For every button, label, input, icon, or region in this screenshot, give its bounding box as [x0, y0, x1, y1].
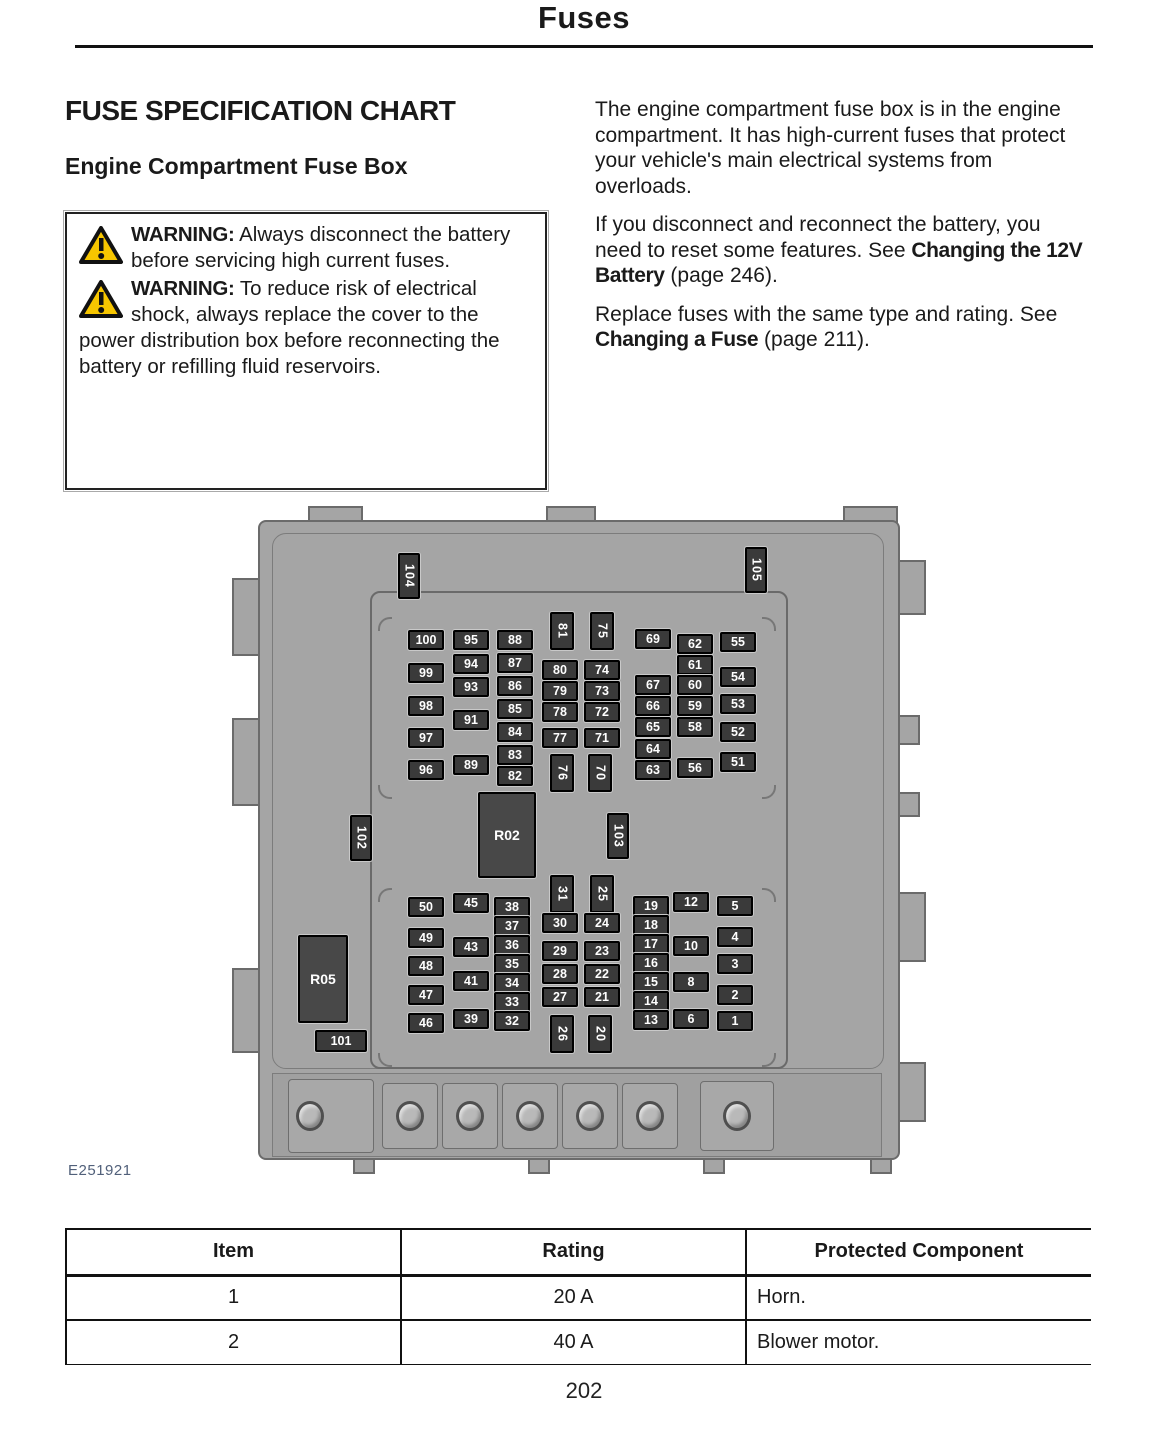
warning-triangle-icon — [79, 226, 123, 264]
fuse-label-24: 24 — [584, 913, 620, 933]
mounting-hole — [576, 1101, 604, 1131]
fuse-label-94: 94 — [453, 654, 489, 674]
fuse-label-18: 18 — [633, 915, 669, 935]
left-column — [65, 95, 547, 180]
fuse-label-75: 75 — [590, 612, 614, 650]
fuse-label-83: 83 — [497, 745, 533, 765]
fuse-label-54: 54 — [720, 667, 756, 687]
component-cell: Blower motor. — [746, 1320, 1091, 1365]
fuse-label-5: 5 — [717, 896, 753, 916]
page-number: 202 — [565, 1378, 603, 1403]
table-header-row — [66, 1229, 1091, 1275]
fuse-label-28: 28 — [542, 964, 578, 984]
fuse-label-51: 51 — [720, 752, 756, 772]
mounting-hole — [516, 1101, 544, 1131]
fuse-label-52: 52 — [720, 722, 756, 742]
fuse-label-23: 23 — [584, 941, 620, 961]
warning-label: WARNING: — [131, 277, 235, 300]
fuse-label-R02: R02 — [478, 792, 536, 878]
fuse-label-20: 20 — [588, 1015, 612, 1053]
connector-tab — [896, 892, 926, 962]
fuse-label-27: 27 — [542, 987, 578, 1007]
fuse-label-22: 22 — [584, 964, 620, 984]
fuse-label-26: 26 — [550, 1015, 574, 1053]
rating-cell: 40 A — [401, 1320, 746, 1365]
fuse-label-70: 70 — [588, 754, 612, 792]
fuse-label-4: 4 — [717, 927, 753, 947]
table-row — [66, 1320, 1091, 1365]
cross-reference: Changing the 12V Battery — [595, 238, 1083, 287]
fuse-label-76: 76 — [550, 754, 574, 792]
fuse-label-72: 72 — [584, 702, 620, 722]
mount-foot — [703, 1158, 725, 1174]
section-heading: FUSE SPECIFICATION CHART — [65, 95, 456, 126]
fuse-label-98: 98 — [408, 696, 444, 716]
fuse-label-96: 96 — [408, 760, 444, 780]
warning-text: To reduce risk of electrical shock, always replace the cover to the power distribution box before reconnecting the battery or refilling fluid reservoirs. — [79, 277, 500, 378]
fuse-label-102: 102 — [350, 815, 372, 861]
fuse-label-93: 93 — [453, 677, 489, 697]
fuse-label-95: 95 — [453, 630, 489, 650]
subsection-heading: Engine Compartment Fuse Box — [65, 153, 408, 179]
mount-foot — [353, 1158, 375, 1174]
fuse-diagram — [230, 505, 935, 1187]
fuse-label-2: 2 — [717, 985, 753, 1005]
figure-id: E251921 — [68, 1162, 132, 1179]
fuse-label-60: 60 — [677, 675, 713, 695]
fuse-spec-table — [65, 1228, 1091, 1365]
fuse-label-69: 69 — [635, 629, 671, 649]
mounting-hole — [456, 1101, 484, 1131]
fuse-label-67: 67 — [635, 675, 671, 695]
fuse-label-61: 61 — [677, 655, 713, 675]
mounting-hole — [636, 1101, 664, 1131]
fuse-label-62: 62 — [677, 634, 713, 654]
fuse-label-8: 8 — [673, 972, 709, 992]
warning-triangle-icon — [79, 280, 123, 318]
item-cell: 1 — [66, 1275, 401, 1320]
table-header-protected-component: Protected Component — [746, 1229, 1091, 1275]
fuse-label-10: 10 — [673, 936, 709, 956]
mount-foot — [528, 1158, 550, 1174]
component-cell: Horn. — [746, 1275, 1091, 1320]
fuse-label-14: 14 — [633, 991, 669, 1011]
fuse-label-71: 71 — [584, 728, 620, 748]
fuse-label-58: 58 — [677, 717, 713, 737]
fuse-label-36: 36 — [494, 935, 530, 955]
fuse-label-55: 55 — [720, 632, 756, 652]
fuse-label-48: 48 — [408, 956, 444, 976]
fuse-label-25: 25 — [590, 875, 614, 913]
fuse-label-59: 59 — [677, 696, 713, 716]
fuse-label-105: 105 — [745, 547, 767, 593]
fuse-label-19: 19 — [633, 896, 669, 916]
fuse-label-73: 73 — [584, 681, 620, 701]
table-header-rating: Rating — [401, 1229, 746, 1275]
fuse-label-100: 100 — [408, 630, 444, 650]
header-rule — [75, 45, 1093, 48]
table-row — [66, 1275, 1091, 1320]
fuse-label-13: 13 — [633, 1010, 669, 1030]
fuse-label-31: 31 — [550, 875, 574, 913]
fuse-label-6: 6 — [673, 1009, 709, 1029]
fuse-label-85: 85 — [497, 699, 533, 719]
fuse-label-103: 103 — [607, 813, 629, 859]
fuse-label-39: 39 — [453, 1009, 489, 1029]
fuse-label-R05: R05 — [298, 935, 348, 1023]
fuse-label-66: 66 — [635, 696, 671, 716]
fuse-label-45: 45 — [453, 893, 489, 913]
fuse-label-84: 84 — [497, 722, 533, 742]
fuse-label-80: 80 — [542, 660, 578, 680]
warning-2 — [79, 276, 533, 380]
fuse-label-32: 32 — [494, 1011, 530, 1031]
warning-box — [65, 212, 547, 490]
fuse-label-91: 91 — [453, 710, 489, 730]
cross-reference: Changing a Fuse — [595, 328, 759, 351]
fuse-label-78: 78 — [542, 702, 578, 722]
paragraph-battery: If you disconnect and reconnect the battery, you need to reset some features. See Changing the 12V Battery (page 246). — [595, 213, 1083, 287]
fuse-label-21: 21 — [584, 987, 620, 1007]
fuse-label-74: 74 — [584, 660, 620, 680]
fuse-label-77: 77 — [542, 728, 578, 748]
fuse-label-65: 65 — [635, 717, 671, 737]
mounting-hole — [396, 1101, 424, 1131]
fuse-label-43: 43 — [453, 937, 489, 957]
right-column — [595, 97, 1092, 366]
connector-tab — [896, 1062, 926, 1122]
fuse-label-97: 97 — [408, 728, 444, 748]
rating-cell: 20 A — [401, 1275, 746, 1320]
table-header-item: Item — [66, 1229, 401, 1275]
fuse-label-64: 64 — [635, 739, 671, 759]
fuse-label-38: 38 — [494, 897, 530, 917]
connector-tab — [896, 560, 926, 615]
fuse-label-16: 16 — [633, 953, 669, 973]
fuse-label-82: 82 — [497, 766, 533, 786]
fuse-label-12: 12 — [673, 892, 709, 912]
fuse-label-35: 35 — [494, 954, 530, 974]
fuse-label-88: 88 — [497, 630, 533, 650]
fuse-label-101: 101 — [315, 1030, 367, 1052]
fuse-label-53: 53 — [720, 694, 756, 714]
fuse-label-79: 79 — [542, 681, 578, 701]
fuse-label-1: 1 — [717, 1011, 753, 1031]
fuse-label-86: 86 — [497, 676, 533, 696]
fuse-label-99: 99 — [408, 663, 444, 683]
fuse-label-81: 81 — [550, 612, 574, 650]
fuse-label-29: 29 — [542, 941, 578, 961]
warning-text: Always disconnect the battery before servicing high current fuses. — [131, 223, 511, 272]
fuse-label-17: 17 — [633, 934, 669, 954]
mounting-hole — [723, 1101, 751, 1131]
item-cell: 2 — [66, 1320, 401, 1365]
fuse-label-37: 37 — [494, 916, 530, 936]
fuse-label-15: 15 — [633, 972, 669, 992]
fuse-label-33: 33 — [494, 992, 530, 1012]
fuse-label-87: 87 — [497, 653, 533, 673]
fuse-label-89: 89 — [453, 755, 489, 775]
fuse-label-63: 63 — [635, 760, 671, 780]
fuse-label-41: 41 — [453, 971, 489, 991]
paragraph-intro: The engine compartment fuse box is in the engine compartment. It has high-current fuses that protect your vehicle's main electrical systems from overloads. — [595, 98, 1066, 198]
fuse-label-30: 30 — [542, 913, 578, 933]
fuse-label-3: 3 — [717, 954, 753, 974]
fuse-label-56: 56 — [677, 758, 713, 778]
fuse-label-49: 49 — [408, 928, 444, 948]
fuse-label-47: 47 — [408, 985, 444, 1005]
warning-label: WARNING: — [131, 223, 235, 246]
warning-1 — [79, 222, 533, 274]
paragraph-fuse: Replace fuses with the same type and rating. See Changing a Fuse (page 211). — [595, 302, 1058, 351]
page-title: Fuses — [537, 0, 631, 35]
fuse-label-46: 46 — [408, 1013, 444, 1033]
mount-foot — [870, 1158, 892, 1174]
fuse-label-104: 104 — [398, 553, 420, 599]
mounting-hole — [296, 1101, 324, 1131]
fuse-label-34: 34 — [494, 973, 530, 993]
fuse-label-50: 50 — [408, 897, 444, 917]
fuse-spec-table-wrap — [65, 1228, 1091, 1365]
